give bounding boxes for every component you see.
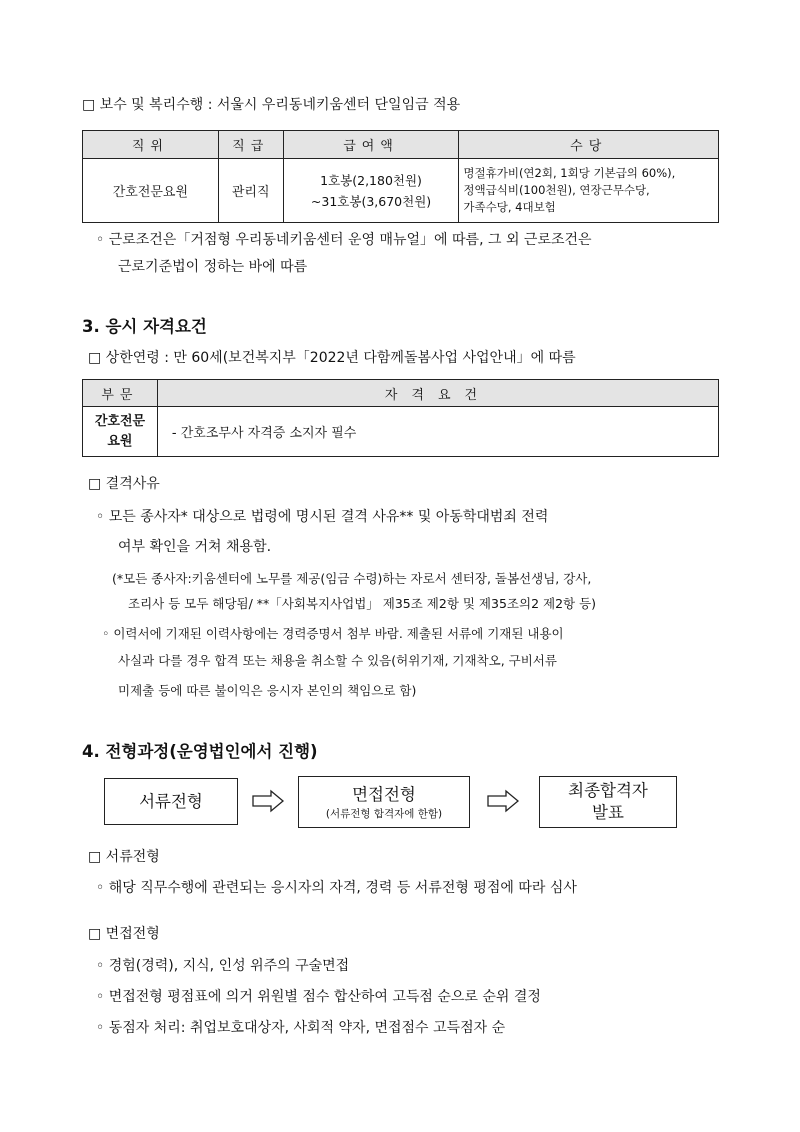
right-arrow-icon (251, 789, 285, 813)
flow-step-label: 면접전형 (352, 784, 416, 804)
dept-line: 간호전문 (94, 413, 146, 429)
interview-item: ◦ 동점자 처리: 취업보호대상자, 사회적 약자, 면접점수 고득점자 순 (96, 1020, 506, 1036)
doc-screen-heading: □ 서류전형 (88, 849, 160, 865)
allowance-line: 가족수당, 4대보험 (463, 200, 556, 214)
flow-step-note: (서류전형 합격자에 한함) (325, 807, 443, 820)
position-cell: 간호전문요원 (83, 159, 219, 223)
salary-line: 1호봉(2,180천원) (320, 172, 422, 188)
work-condition-line: ◦ 근로조건은「거점형 우리동네키움센터 운영 매뉴얼」에 따름, 그 외 근로조건은 (96, 232, 592, 248)
dept-cell (83, 407, 158, 457)
footnote-line: (*모든 종사자:키움센터에 노무를 제공(임금 수령)하는 자로서 센터장, 돌봄선생님, 강사, (112, 571, 592, 586)
resume-line: ◦ 이력서에 기재된 이력사항에는 경력증명서 첨부 바람. 제출된 서류에 기재된 내용이 (102, 626, 564, 641)
pay-table-header (83, 131, 719, 159)
section-title: 3. 응시 자격요건 (82, 317, 207, 336)
requirement-table (82, 379, 719, 457)
pay-table (82, 130, 719, 223)
section-title: 4. 전형과정(운영법인에서 진행) (82, 742, 318, 761)
allowance-line: 명절휴가비(연2회, 1회당 기본급의 60%), (463, 166, 676, 180)
table-row (83, 407, 719, 457)
header-cell: 직위 (83, 131, 219, 159)
doc-screen-item: ◦ 해당 직무수행에 관련되는 응시자의 자격, 경력 등 서류전형 평점에 따라 심사 (96, 880, 577, 896)
resume-line: 사실과 다를 경우 합격 또는 채용을 취소할 수 있음(허위기재, 기재착오, 구비서류 (118, 653, 557, 668)
flow-step-label: 최종합격자 (568, 781, 648, 800)
flow-step-label: 서류전형 (139, 791, 203, 811)
pay-heading: □ 보수 및 복리수행 : 서울시 우리동네키움센터 단일임금 적용 (82, 97, 461, 113)
interview-heading: □ 면접전형 (88, 926, 160, 942)
salary-line: ~31호봉(3,670천원) (310, 193, 432, 209)
age-limit: □ 상한연령 : 만 60세(보건복지부「2022년 다함께돌봄사업 사업안내」에 따름 (88, 350, 576, 366)
header-cell: 자격요건 (157, 380, 718, 407)
interview-item: ◦ 경험(경력), 지식, 인성 위주의 구술면접 (96, 958, 350, 974)
interview-item: ◦ 면접전형 평점표에 의거 위원별 점수 합산하여 고득점 순으로 순위 결정 (96, 989, 541, 1005)
header-cell: 급여액 (283, 131, 459, 159)
flow-step-document (104, 778, 238, 825)
header-cell: 직급 (218, 131, 283, 159)
disqualify-heading: □ 결격사유 (88, 476, 160, 492)
requirement-cell: - 간호조무사 자격증 소지자 필수 (157, 407, 718, 457)
flow-step-final (539, 776, 677, 828)
allowance-cell (459, 159, 719, 223)
header-cell: 수당 (459, 131, 719, 159)
header-cell: 부문 (83, 380, 158, 407)
table-row (83, 159, 719, 223)
salary-cell (283, 159, 459, 223)
footnote-line: 조리사 등 모두 해당됨/ **「사회복지사업법」 제35조 제2항 및 제35조의2 제2항 등) (128, 596, 597, 611)
dept-line: 요원 (107, 433, 133, 449)
disqualify-line: 여부 확인을 거쳐 채용함. (118, 539, 272, 555)
grade-cell: 관리직 (218, 159, 283, 223)
right-arrow-icon (486, 789, 520, 813)
allowance-line: 정액급식비(100천원), 연장근무수당, (463, 183, 650, 197)
resume-line: 미제출 등에 따른 불이익은 응시자 본인의 책임으로 함) (118, 683, 417, 698)
flow-step-label: 발표 (592, 803, 624, 822)
work-condition-line: 근로기준법이 정하는 바에 따름 (118, 259, 308, 275)
disqualify-line: ◦ 모든 종사자* 대상으로 법령에 명시된 결격 사유** 및 아동학대범죄 전력 (96, 509, 549, 525)
flow-step-interview (298, 776, 470, 828)
requirement-table-header (83, 380, 719, 407)
